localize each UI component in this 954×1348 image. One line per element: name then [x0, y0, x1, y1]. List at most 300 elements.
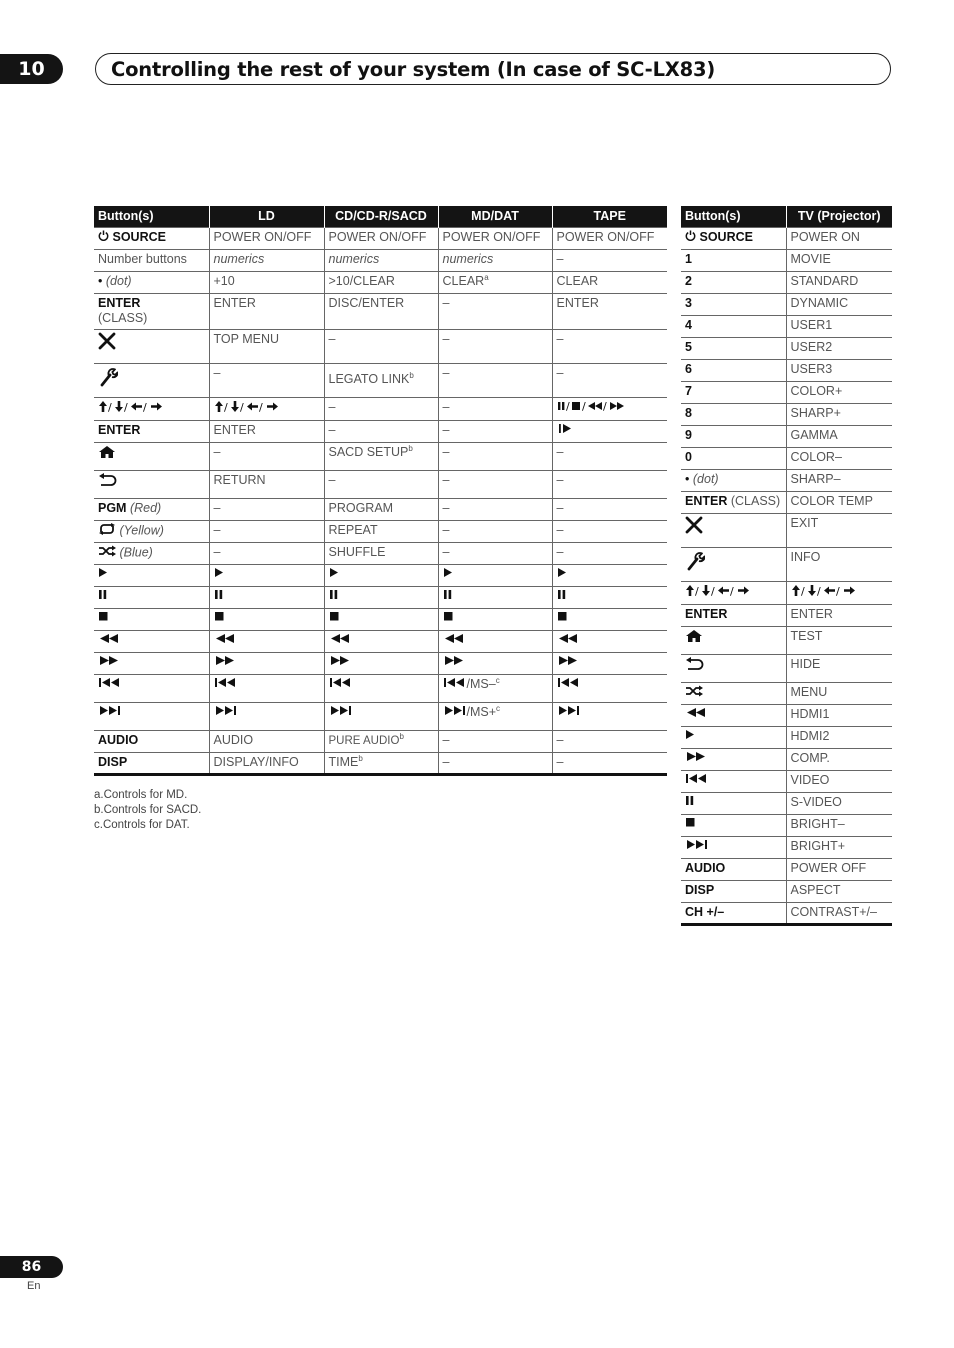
table-row [94, 498, 667, 520]
table-cell: – [552, 442, 667, 470]
table-cell [438, 564, 552, 586]
table-row [94, 397, 667, 420]
footnote: a.Controls for MD. [94, 789, 188, 801]
button-label: AUDIO [98, 732, 139, 747]
table-row [681, 337, 892, 359]
table-row [681, 654, 892, 682]
arrow-keys-icon [98, 400, 168, 417]
table-cell: POWER OFF [786, 858, 892, 880]
button-cell [94, 652, 209, 674]
table-row [94, 442, 667, 470]
next-icon [443, 705, 467, 720]
table-cell: ENTER [552, 293, 667, 329]
footnotes [94, 788, 201, 833]
table-cell [209, 397, 324, 420]
rewind-icon [557, 633, 579, 648]
svg-text:/: / [143, 400, 147, 413]
table-row [94, 586, 667, 608]
table-row [681, 858, 892, 880]
fast-forward-icon [557, 655, 579, 670]
button-label: ENTER [685, 493, 728, 508]
table-cell: numerics [438, 249, 552, 271]
table-cell: – [209, 363, 324, 397]
table-cell [438, 630, 552, 652]
table-cell [209, 674, 324, 702]
stop-icon [329, 611, 339, 626]
shuffle-icon [685, 685, 703, 701]
button-label: (dot) [692, 471, 719, 486]
table-row [681, 469, 892, 491]
footnote-mark: a [484, 272, 489, 282]
cell-text: LEGATO LINK [328, 371, 410, 386]
rewind-icon [98, 633, 120, 648]
table-row [681, 425, 892, 447]
fast-forward-icon [98, 655, 120, 670]
table-cell [438, 674, 552, 702]
button-cell: 2 [681, 271, 786, 293]
stop-icon [98, 611, 108, 626]
cell-text: /MS– [466, 676, 496, 691]
button-cell [681, 726, 786, 748]
footnote-mark: b [358, 753, 363, 763]
column-header: TV (Projector) [786, 206, 892, 227]
button-cell: 0 [681, 447, 786, 469]
button-cell [681, 604, 786, 626]
table-cell [552, 674, 667, 702]
table-row [681, 748, 892, 770]
button-cell: 4 [681, 315, 786, 337]
rewind-icon [214, 633, 236, 648]
pause-icon [329, 589, 339, 604]
footnote: c.Controls for DAT. [94, 819, 190, 831]
table-row [681, 682, 892, 704]
table-row [681, 491, 892, 513]
button-cell [681, 682, 786, 704]
button-cell [94, 674, 209, 702]
footnote: b.Controls for SACD. [94, 804, 202, 816]
table-cell [209, 564, 324, 586]
table-row [681, 359, 892, 381]
button-label: (dot) [105, 273, 132, 288]
table-row [94, 702, 667, 730]
rewind-icon [685, 707, 707, 722]
table-cell: REPEAT [324, 520, 438, 542]
table-cell [552, 652, 667, 674]
table-cell: – [438, 730, 552, 752]
table-cell [438, 702, 552, 730]
footnote-mark: b [399, 731, 404, 741]
repeat-icon [98, 523, 116, 539]
button-cell [94, 586, 209, 608]
cell-text: TIME [328, 754, 359, 769]
table-row [681, 547, 892, 581]
cell-text: PURE AUDIO [328, 734, 400, 747]
svg-text:/: / [730, 584, 734, 597]
table-cell [324, 702, 438, 730]
table-cell: CONTRAST+/– [786, 902, 892, 924]
table-header-row [681, 206, 892, 227]
shuffle-icon [98, 545, 116, 561]
table-cell: PROGRAM [324, 498, 438, 520]
button-cell [94, 329, 209, 363]
rewind-icon [443, 633, 465, 648]
previous-icon [443, 677, 467, 692]
table-row [94, 420, 667, 442]
table-cell [324, 586, 438, 608]
svg-text:/: / [800, 584, 805, 597]
button-cell [94, 702, 209, 730]
button-label-sub: (CLASS) [730, 493, 781, 508]
table-cell: – [438, 520, 552, 542]
table-header-row [94, 206, 667, 227]
table-cell: – [552, 730, 667, 752]
svg-text:/: / [711, 584, 715, 597]
table-cell: – [438, 470, 552, 498]
table-row [681, 792, 892, 814]
table-cell: – [438, 329, 552, 363]
table-row [681, 880, 892, 902]
previous-icon [329, 677, 353, 692]
button-cell: 1 [681, 249, 786, 271]
table-cell: – [209, 442, 324, 470]
table-cell: – [438, 498, 552, 520]
button-cell: CH +/– [681, 902, 786, 924]
button-cell [681, 814, 786, 836]
table-cell [324, 363, 438, 397]
power-icon [685, 230, 696, 245]
table-cell: HDMI1 [786, 704, 892, 726]
table-cell [324, 564, 438, 586]
button-cell [681, 748, 786, 770]
close-icon [685, 516, 703, 538]
table-row [681, 836, 892, 858]
table-cell: POWER ON/OFF [438, 227, 552, 249]
table-row [94, 564, 667, 586]
table-cell: SHARP– [786, 469, 892, 491]
table-cell: USER3 [786, 359, 892, 381]
table-cell: – [438, 420, 552, 442]
column-header: LD [209, 206, 324, 227]
table-cell [324, 442, 438, 470]
table-cell: STANDARD [786, 271, 892, 293]
table-cell: ENTER [786, 604, 892, 626]
table-cell: POWER ON/OFF [324, 227, 438, 249]
table-cell [552, 702, 667, 730]
table-cell [438, 586, 552, 608]
svg-text:/: / [223, 400, 228, 413]
pause-icon [685, 795, 695, 810]
table-cell [438, 271, 552, 293]
footnote-mark: c [496, 703, 501, 713]
button-label: SOURCE [112, 229, 166, 244]
table-cell: POWER ON/OFF [209, 227, 324, 249]
table-cell [552, 564, 667, 586]
table-cell: – [324, 329, 438, 363]
table-cell [552, 608, 667, 630]
table-cell: COLOR TEMP [786, 491, 892, 513]
fast-forward-icon [329, 655, 351, 670]
table-cell [324, 608, 438, 630]
table-cell: – [552, 470, 667, 498]
svg-text:/: / [816, 584, 821, 597]
dot-icon: • [685, 471, 690, 486]
button-label: PGM [98, 500, 127, 515]
next-icon [98, 705, 122, 720]
tools-icon [98, 366, 118, 392]
button-color-note: (Blue) [119, 544, 153, 559]
table-cell [438, 608, 552, 630]
button-cell [94, 420, 209, 442]
table-cell: RETURN [209, 470, 324, 498]
button-label: SOURCE [699, 229, 753, 244]
svg-text:/: / [108, 400, 112, 413]
button-cell [94, 249, 209, 271]
arrow-keys-icon [791, 584, 861, 601]
button-label: ENTER [98, 422, 141, 437]
table-cell [209, 586, 324, 608]
table-cell: DISC/ENTER [324, 293, 438, 329]
play-icon [443, 567, 453, 582]
previous-icon [98, 677, 122, 692]
table-cell: USER1 [786, 315, 892, 337]
button-cell [94, 293, 209, 329]
table-cell: DISPLAY/INFO [209, 752, 324, 774]
button-cell [94, 564, 209, 586]
button-cell [94, 470, 209, 498]
table-row [681, 726, 892, 748]
table-cell: – [552, 542, 667, 564]
footnote-mark: b [408, 443, 413, 453]
table-cell: VIDEO [786, 770, 892, 792]
table-cell: COMP. [786, 748, 892, 770]
next-icon [214, 705, 238, 720]
svg-text:/: / [258, 400, 263, 413]
cell-text: CLEAR [442, 273, 485, 288]
table-cell: CLEAR [552, 271, 667, 293]
table-cell [552, 630, 667, 652]
table-cell: – [438, 397, 552, 420]
table-row [94, 271, 667, 293]
button-label-sub: (CLASS) [98, 310, 148, 325]
button-cell [681, 491, 786, 513]
stop-icon [685, 817, 695, 832]
fast-forward-icon [685, 751, 707, 766]
table-cell: >10/CLEAR [324, 271, 438, 293]
button-cell: AUDIO [681, 858, 786, 880]
column-header: Button(s) [94, 206, 209, 227]
table-row [94, 363, 667, 397]
slow-play-icon [557, 423, 573, 438]
table-cell: BRIGHT+ [786, 836, 892, 858]
previous-icon [557, 677, 581, 692]
previous-icon [685, 773, 709, 788]
stop-icon [557, 611, 567, 626]
table-cell: – [438, 442, 552, 470]
table-cell: POWER ON [786, 227, 892, 249]
table-cell: numerics [209, 249, 324, 271]
table-cell: – [552, 249, 667, 271]
table-cell: ASPECT [786, 880, 892, 902]
button-cell: 9 [681, 425, 786, 447]
table-cell [209, 652, 324, 674]
button-cell: DISP [681, 880, 786, 902]
table-cell: ENTER [209, 293, 324, 329]
table-cell [209, 702, 324, 730]
table-row [681, 315, 892, 337]
column-header: Button(s) [681, 206, 786, 227]
home-icon [98, 445, 116, 463]
table-cell: – [438, 752, 552, 774]
table-row [94, 608, 667, 630]
remote-control-table [94, 206, 667, 776]
table-row [681, 227, 892, 249]
table-cell: – [324, 397, 438, 420]
button-cell [94, 397, 209, 420]
button-cell [681, 581, 786, 604]
button-cell [681, 770, 786, 792]
page-number: 86 [0, 1256, 63, 1278]
table-cell [552, 586, 667, 608]
button-cell [681, 704, 786, 726]
table-cell [209, 608, 324, 630]
table-cell: MOVIE [786, 249, 892, 271]
table-cell: – [438, 542, 552, 564]
svg-text:/: / [835, 584, 840, 597]
table-row [94, 542, 667, 564]
arrow-keys-icon [214, 400, 284, 417]
button-cell [681, 626, 786, 654]
table-row [94, 674, 667, 702]
button-cell [94, 608, 209, 630]
button-cell [94, 542, 209, 564]
button-label: Number buttons [98, 251, 187, 266]
table-cell: SHARP+ [786, 403, 892, 425]
pause-icon [557, 589, 567, 604]
table-row [681, 249, 892, 271]
column-header: TAPE [552, 206, 667, 227]
svg-text:/: / [124, 400, 128, 413]
tv-control-table [681, 206, 892, 926]
table-row [681, 381, 892, 403]
table-row [681, 293, 892, 315]
button-cell: 5 [681, 337, 786, 359]
play-icon [329, 567, 339, 582]
table-cell: GAMMA [786, 425, 892, 447]
page-title: Controlling the rest of your system (In case of SC-LX83) [95, 53, 891, 85]
button-cell [681, 654, 786, 682]
play-icon [214, 567, 224, 582]
table-cell: – [324, 470, 438, 498]
table-row [681, 814, 892, 836]
table-cell: – [552, 498, 667, 520]
power-icon [98, 230, 109, 245]
table-cell: HIDE [786, 654, 892, 682]
table-cell: – [552, 752, 667, 774]
table-cell: TEST [786, 626, 892, 654]
table-row [94, 652, 667, 674]
button-cell [94, 498, 209, 520]
table-cell: ENTER [209, 420, 324, 442]
table-cell: – [438, 363, 552, 397]
chapter-number: 10 [0, 54, 63, 84]
return-icon [685, 657, 705, 675]
play-icon [557, 567, 567, 582]
next-icon [329, 705, 353, 720]
svg-text:/: / [581, 399, 586, 411]
button-cell [681, 513, 786, 547]
svg-text:/: / [695, 584, 699, 597]
tools-icon [685, 550, 705, 576]
table-cell: S-VIDEO [786, 792, 892, 814]
table-cell: EXIT [786, 513, 892, 547]
cell-text: /MS+ [466, 704, 497, 719]
button-cell [681, 547, 786, 581]
table-cell [324, 730, 438, 752]
column-header: MD/DAT [438, 206, 552, 227]
button-cell: 7 [681, 381, 786, 403]
footnote-mark: b [409, 370, 414, 380]
button-color-note: (Red) [129, 500, 162, 515]
table-cell: COLOR– [786, 447, 892, 469]
table-cell [324, 630, 438, 652]
table-cell: numerics [324, 249, 438, 271]
button-cell: 3 [681, 293, 786, 315]
table-cell [786, 581, 892, 604]
close-icon [98, 332, 116, 354]
table-cell: – [552, 520, 667, 542]
table-cell: TOP MENU [209, 329, 324, 363]
previous-icon [214, 677, 238, 692]
table-row [681, 513, 892, 547]
button-cell [681, 469, 786, 491]
table-row [681, 403, 892, 425]
fast-forward-icon [443, 655, 465, 670]
button-cell [94, 752, 209, 774]
rewind-icon [329, 633, 351, 648]
button-cell [94, 630, 209, 652]
pause-icon [443, 589, 453, 604]
table-row [94, 470, 667, 498]
return-icon [98, 473, 118, 491]
table-cell: – [438, 293, 552, 329]
table-row [94, 520, 667, 542]
table-cell: INFO [786, 547, 892, 581]
table-row [681, 626, 892, 654]
table-row [681, 770, 892, 792]
table-row [94, 630, 667, 652]
table-row [681, 704, 892, 726]
table-row [94, 752, 667, 774]
table-cell: DYNAMIC [786, 293, 892, 315]
button-cell [681, 836, 786, 858]
table-cell [552, 397, 667, 420]
table-cell: – [552, 329, 667, 363]
table-row [94, 329, 667, 363]
dot-icon: • [98, 273, 103, 288]
column-header: CD/CD-R/SACD [324, 206, 438, 227]
home-icon [685, 629, 703, 647]
button-cell: 8 [681, 403, 786, 425]
table-cell [438, 652, 552, 674]
button-cell [94, 227, 209, 249]
table-cell [324, 674, 438, 702]
table-row [94, 249, 667, 271]
table-cell: – [552, 363, 667, 397]
button-cell [94, 271, 209, 293]
table-cell: SHUFFLE [324, 542, 438, 564]
table-row [681, 447, 892, 469]
play-icon [98, 567, 108, 582]
